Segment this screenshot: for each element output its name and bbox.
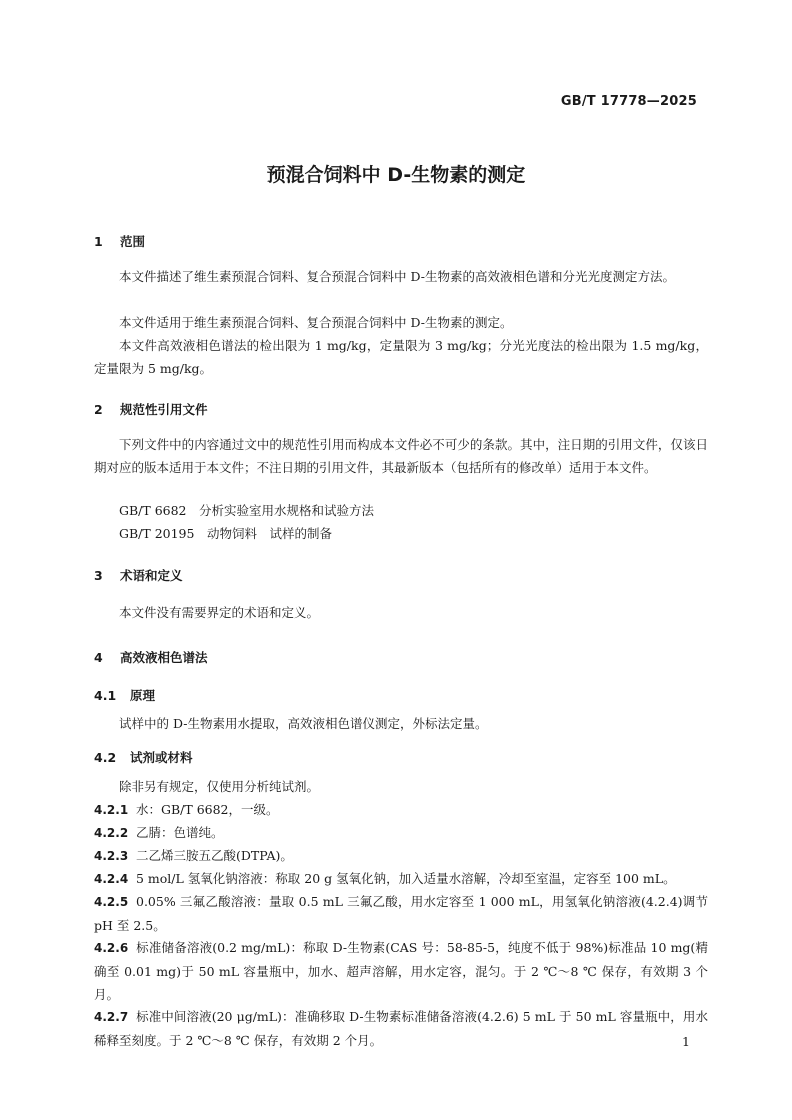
section-title: 术语和定义 (120, 568, 183, 583)
item-number: 4.2.5 (94, 895, 129, 909)
document-title: 预混合饲料中 D-生物素的测定 (266, 164, 526, 186)
subsection-heading-principle (94, 686, 155, 704)
reference-item: GB/T 20195 动物饲料 试样的制备 (119, 526, 332, 541)
item-text: 标准中间溶液(20 μg/mL)：准确移取 D-生物素标准储备溶液(4.2.6) 5 mL 于 50 mL 容量瓶中，用水稀释至刻度。于 2 ℃～8 ℃ 保存，有效期 2 个月。 (94, 1009, 708, 1048)
section-heading-scope (94, 232, 145, 250)
section-heading-terms (94, 566, 183, 584)
reagent-item (94, 844, 708, 868)
section-number: 1 (94, 234, 103, 249)
subsection-number: 4.2 (94, 750, 117, 765)
reagent-item (94, 1005, 708, 1052)
section-title: 高效液相色谱法 (120, 650, 208, 665)
paragraph: 下列文件中的内容通过文中的规范性引用而构成本文件必不可少的条款。其中，注日期的引用文件，仅该日期对应的版本适用于本文件；不注日期的引用文件，其最新版本（包括所有的修改单）适用于本文件。 (94, 437, 708, 475)
reference-item: GB/T 6682 分析实验室用水规格和试验方法 (119, 503, 375, 518)
item-number: 4.2.7 (94, 1010, 129, 1024)
reagent-item (94, 798, 708, 822)
reagent-item (94, 936, 708, 1006)
section-title: 范围 (120, 234, 146, 249)
section-heading-hplc (94, 648, 208, 666)
paragraph: 本文件高效液相色谱法的检出限为 1 mg/kg，定量限为 3 mg/kg；分光光度法的检出限为 1.5 mg/kg，定量限为 5 mg/kg。 (94, 338, 708, 376)
item-text: 5 mol/L 氢氧化钠溶液：称取 20 g 氢氧化钠，加入适量水溶解，冷却至室温，定容至 100 mL。 (136, 871, 676, 886)
subsection-number: 4.1 (94, 688, 117, 703)
reagent-item (94, 821, 708, 845)
page-number: 1 (682, 1034, 690, 1049)
reagent-item (94, 890, 708, 937)
section-heading-normative-references (94, 400, 208, 418)
item-text: 水：GB/T 6682，一级。 (136, 802, 279, 817)
subsection-heading-reagents (94, 748, 193, 766)
standard-number: GB/T 17778—2025 (560, 94, 697, 109)
item-number: 4.2.2 (94, 826, 129, 840)
reagent-item (94, 867, 708, 891)
item-number: 4.2.6 (94, 941, 129, 955)
item-text: 乙腈：色谱纯。 (136, 825, 224, 840)
subsection-title: 原理 (130, 688, 156, 703)
paragraph: 除非另有规定，仅使用分析纯试剂。 (119, 779, 320, 794)
paragraph: 本文件适用于维生素预混合饲料、复合预混合饲料中 D-生物素的测定。 (119, 315, 513, 330)
section-number: 3 (94, 568, 103, 583)
item-number: 4.2.3 (94, 849, 129, 863)
item-text: 0.05% 三氟乙酸溶液：量取 0.5 mL 三氟乙酸，用水定容至 1 000 mL，用氢氧化钠溶液(4.2.4)调节 pH 至 2.5。 (94, 894, 708, 933)
paragraph: 本文件描述了维生素预混合饲料、复合预混合饲料中 D-生物素的高效液相色谱和分光光度测定方法。 (119, 269, 675, 284)
item-text: 二乙烯三胺五乙酸(DTPA)。 (136, 848, 293, 863)
item-text: 标准储备溶液(0.2 mg/mL)：称取 D-生物素(CAS 号：58-85-5，纯度不低于 98%)标准品 10 mg(精确至 0.01 mg)于 50 mL 容量瓶中，加水、超声溶解，用水定容，混匀。于 2 ℃～8 ℃ 保存，有效期 3 个月。 (94, 940, 708, 1002)
paragraph: 本文件没有需要界定的术语和定义。 (119, 605, 320, 620)
item-number: 4.2.1 (94, 803, 129, 817)
section-title: 规范性引用文件 (120, 402, 208, 417)
subsection-title: 试剂或材料 (130, 750, 193, 765)
paragraph: 试样中的 D-生物素用水提取，高效液相色谱仪测定，外标法定量。 (119, 716, 488, 731)
section-number: 2 (94, 402, 103, 417)
section-number: 4 (94, 650, 103, 665)
item-number: 4.2.4 (94, 872, 129, 886)
